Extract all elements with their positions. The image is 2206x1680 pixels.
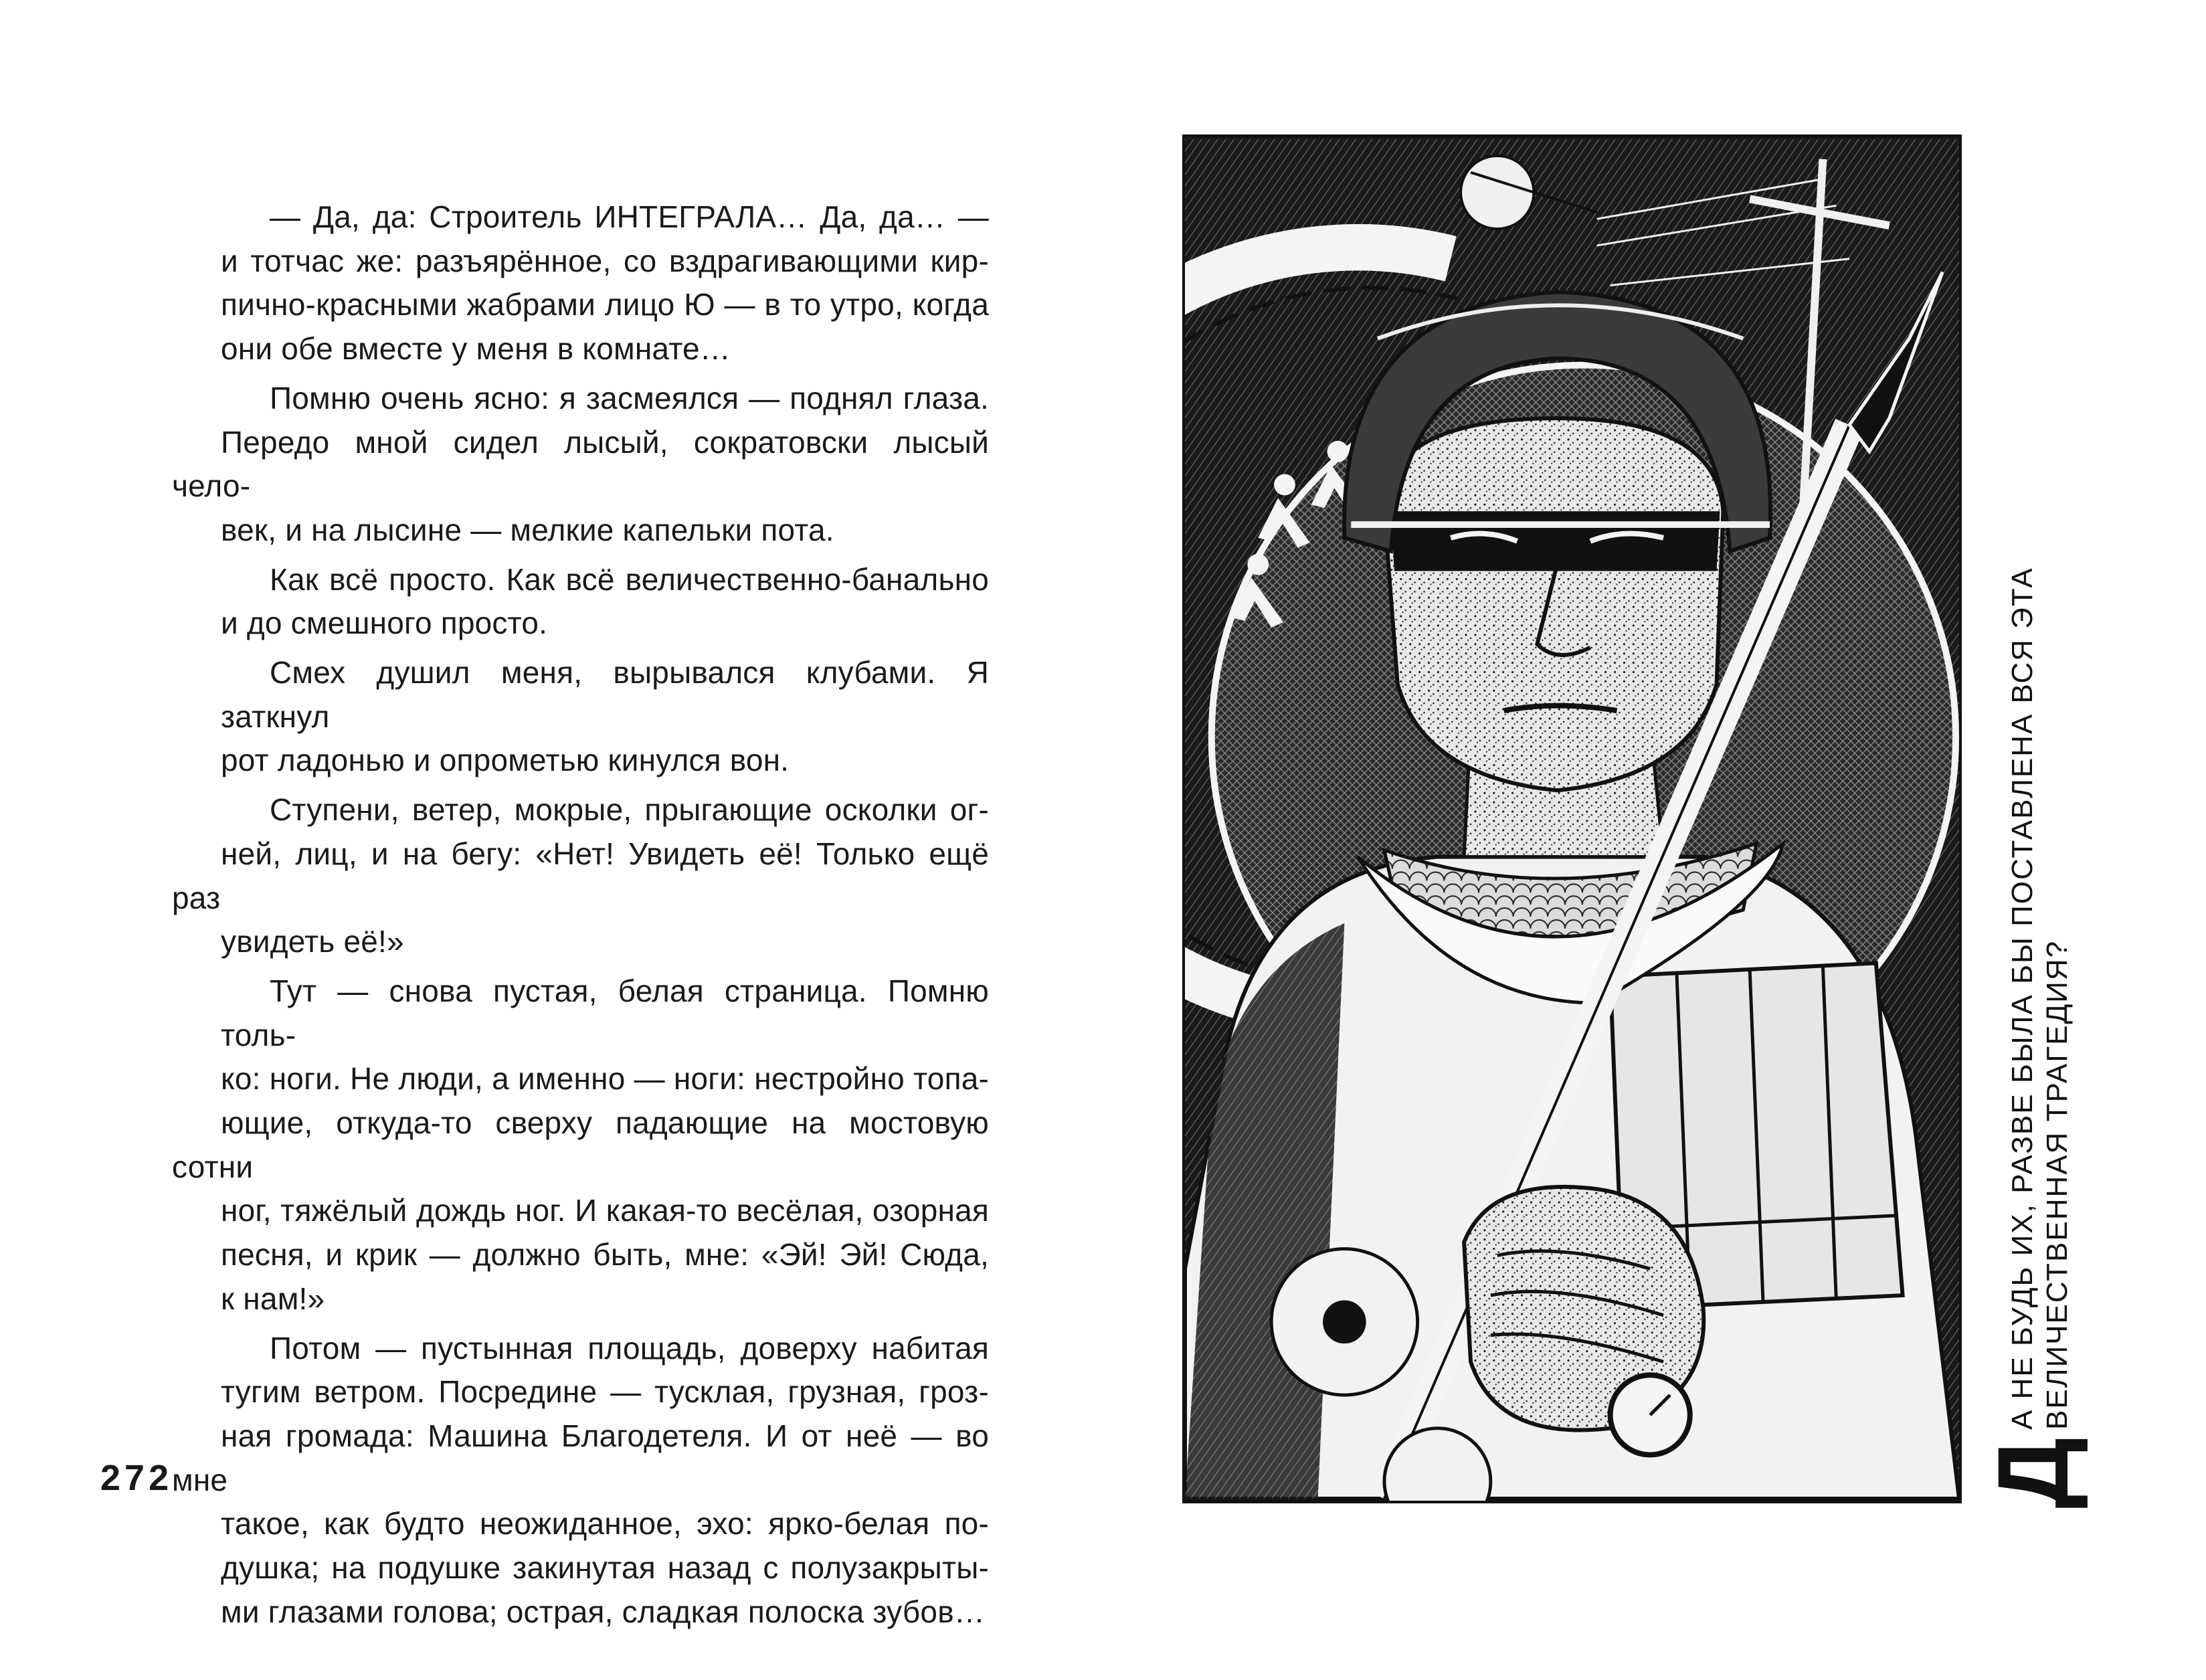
paragraph xyxy=(172,1327,989,1635)
text-line: — Да, да: Строитель ИНТЕГРАЛА… Да, да… — xyxy=(270,199,989,234)
text-line: ней, лиц, и на бегу: «Нет! Увидеть её! Только ещё раз xyxy=(172,836,989,915)
caption-dropcap: Д xyxy=(1977,1437,2089,1509)
right-page xyxy=(1103,0,2206,1680)
text-line: к нам!» xyxy=(221,1281,325,1316)
page-number: 272 xyxy=(100,1458,173,1498)
paragraph xyxy=(221,651,989,783)
text-line: Смех душил меня, вырывался клубами. Я заткнул xyxy=(221,655,989,734)
text-line: ног, тяжёлый дождь ног. И какая-то весёлая, озорная xyxy=(221,1193,989,1228)
paragraph xyxy=(221,558,989,646)
text-line: Тут — снова пустая, белая страница. Помню толь- xyxy=(221,973,989,1052)
text-line: Потом — пустынная площадь, доверху набитая xyxy=(270,1330,989,1366)
text-line: Помню очень ясно: я засмеялся — поднял глаза. xyxy=(270,380,989,415)
text-line: ко: ноги. Не люди, а именно — ноги: нестройно топа- xyxy=(221,1061,989,1097)
paragraph xyxy=(172,969,989,1321)
text-line: и до смешного просто. xyxy=(221,605,548,641)
caption-line: ВЕЛИЧЕСТВЕННАЯ ТРАГЕДИЯ? xyxy=(2041,939,2074,1430)
text-block xyxy=(172,195,989,1635)
text-line: Передо мной сидел лысый, сократовски лысый чело- xyxy=(172,424,989,504)
text-line: ющие, откуда-то сверху падающие на мостовую сотни xyxy=(172,1105,989,1184)
text-line: Ступени, ветер, мокрые, прыгающие осколки ог- xyxy=(270,792,989,828)
paragraph xyxy=(172,377,989,553)
text-line: Как всё просто. Как всё величественно-банально xyxy=(270,561,989,597)
text-line: душка; на подушке закинутая назад с полузакрыты- xyxy=(221,1550,989,1586)
text-line: тугим ветром. Посредине — тусклая, грузная, гроз- xyxy=(221,1374,989,1410)
text-line: ми глазами голова; острая, сладкая полоска зубов… xyxy=(221,1594,986,1629)
text-line: ная громада: Машина Благодетеля. И от неё — во мне xyxy=(172,1418,989,1497)
soldier-with-spear-illustration xyxy=(1182,134,1962,1503)
text-line: пично-красными жабрами лицо Ю — в то утро, когда xyxy=(221,287,989,322)
illustration-art xyxy=(1185,137,1959,1501)
text-line: и тотчас же: разъярённое, со вздрагивающими кир- xyxy=(221,243,989,278)
text-line: век, и на лысине — мелкие капельки пота. xyxy=(221,512,834,547)
text-line: они обе вместе у меня в комнате… xyxy=(221,331,731,367)
text-line: увидеть её!» xyxy=(221,924,404,959)
text-line: рот ладонью и опрометью кинулся вон. xyxy=(221,743,790,778)
text-line: такое, как будто неожиданное, эхо: ярко-белая по- xyxy=(221,1506,989,1542)
paragraph xyxy=(172,788,989,964)
text-line: песня, и крик — должно быть, мне: «Эй! Эй! Сюда, xyxy=(221,1237,989,1273)
caption-line: А НЕ БУДЬ ИХ, РАЗВЕ БЫЛА БЫ ПОСТАВЛЕНА ВСЯ ЭТА xyxy=(2006,567,2039,1430)
paragraph xyxy=(221,195,989,371)
illustration-caption xyxy=(1977,567,2113,1509)
